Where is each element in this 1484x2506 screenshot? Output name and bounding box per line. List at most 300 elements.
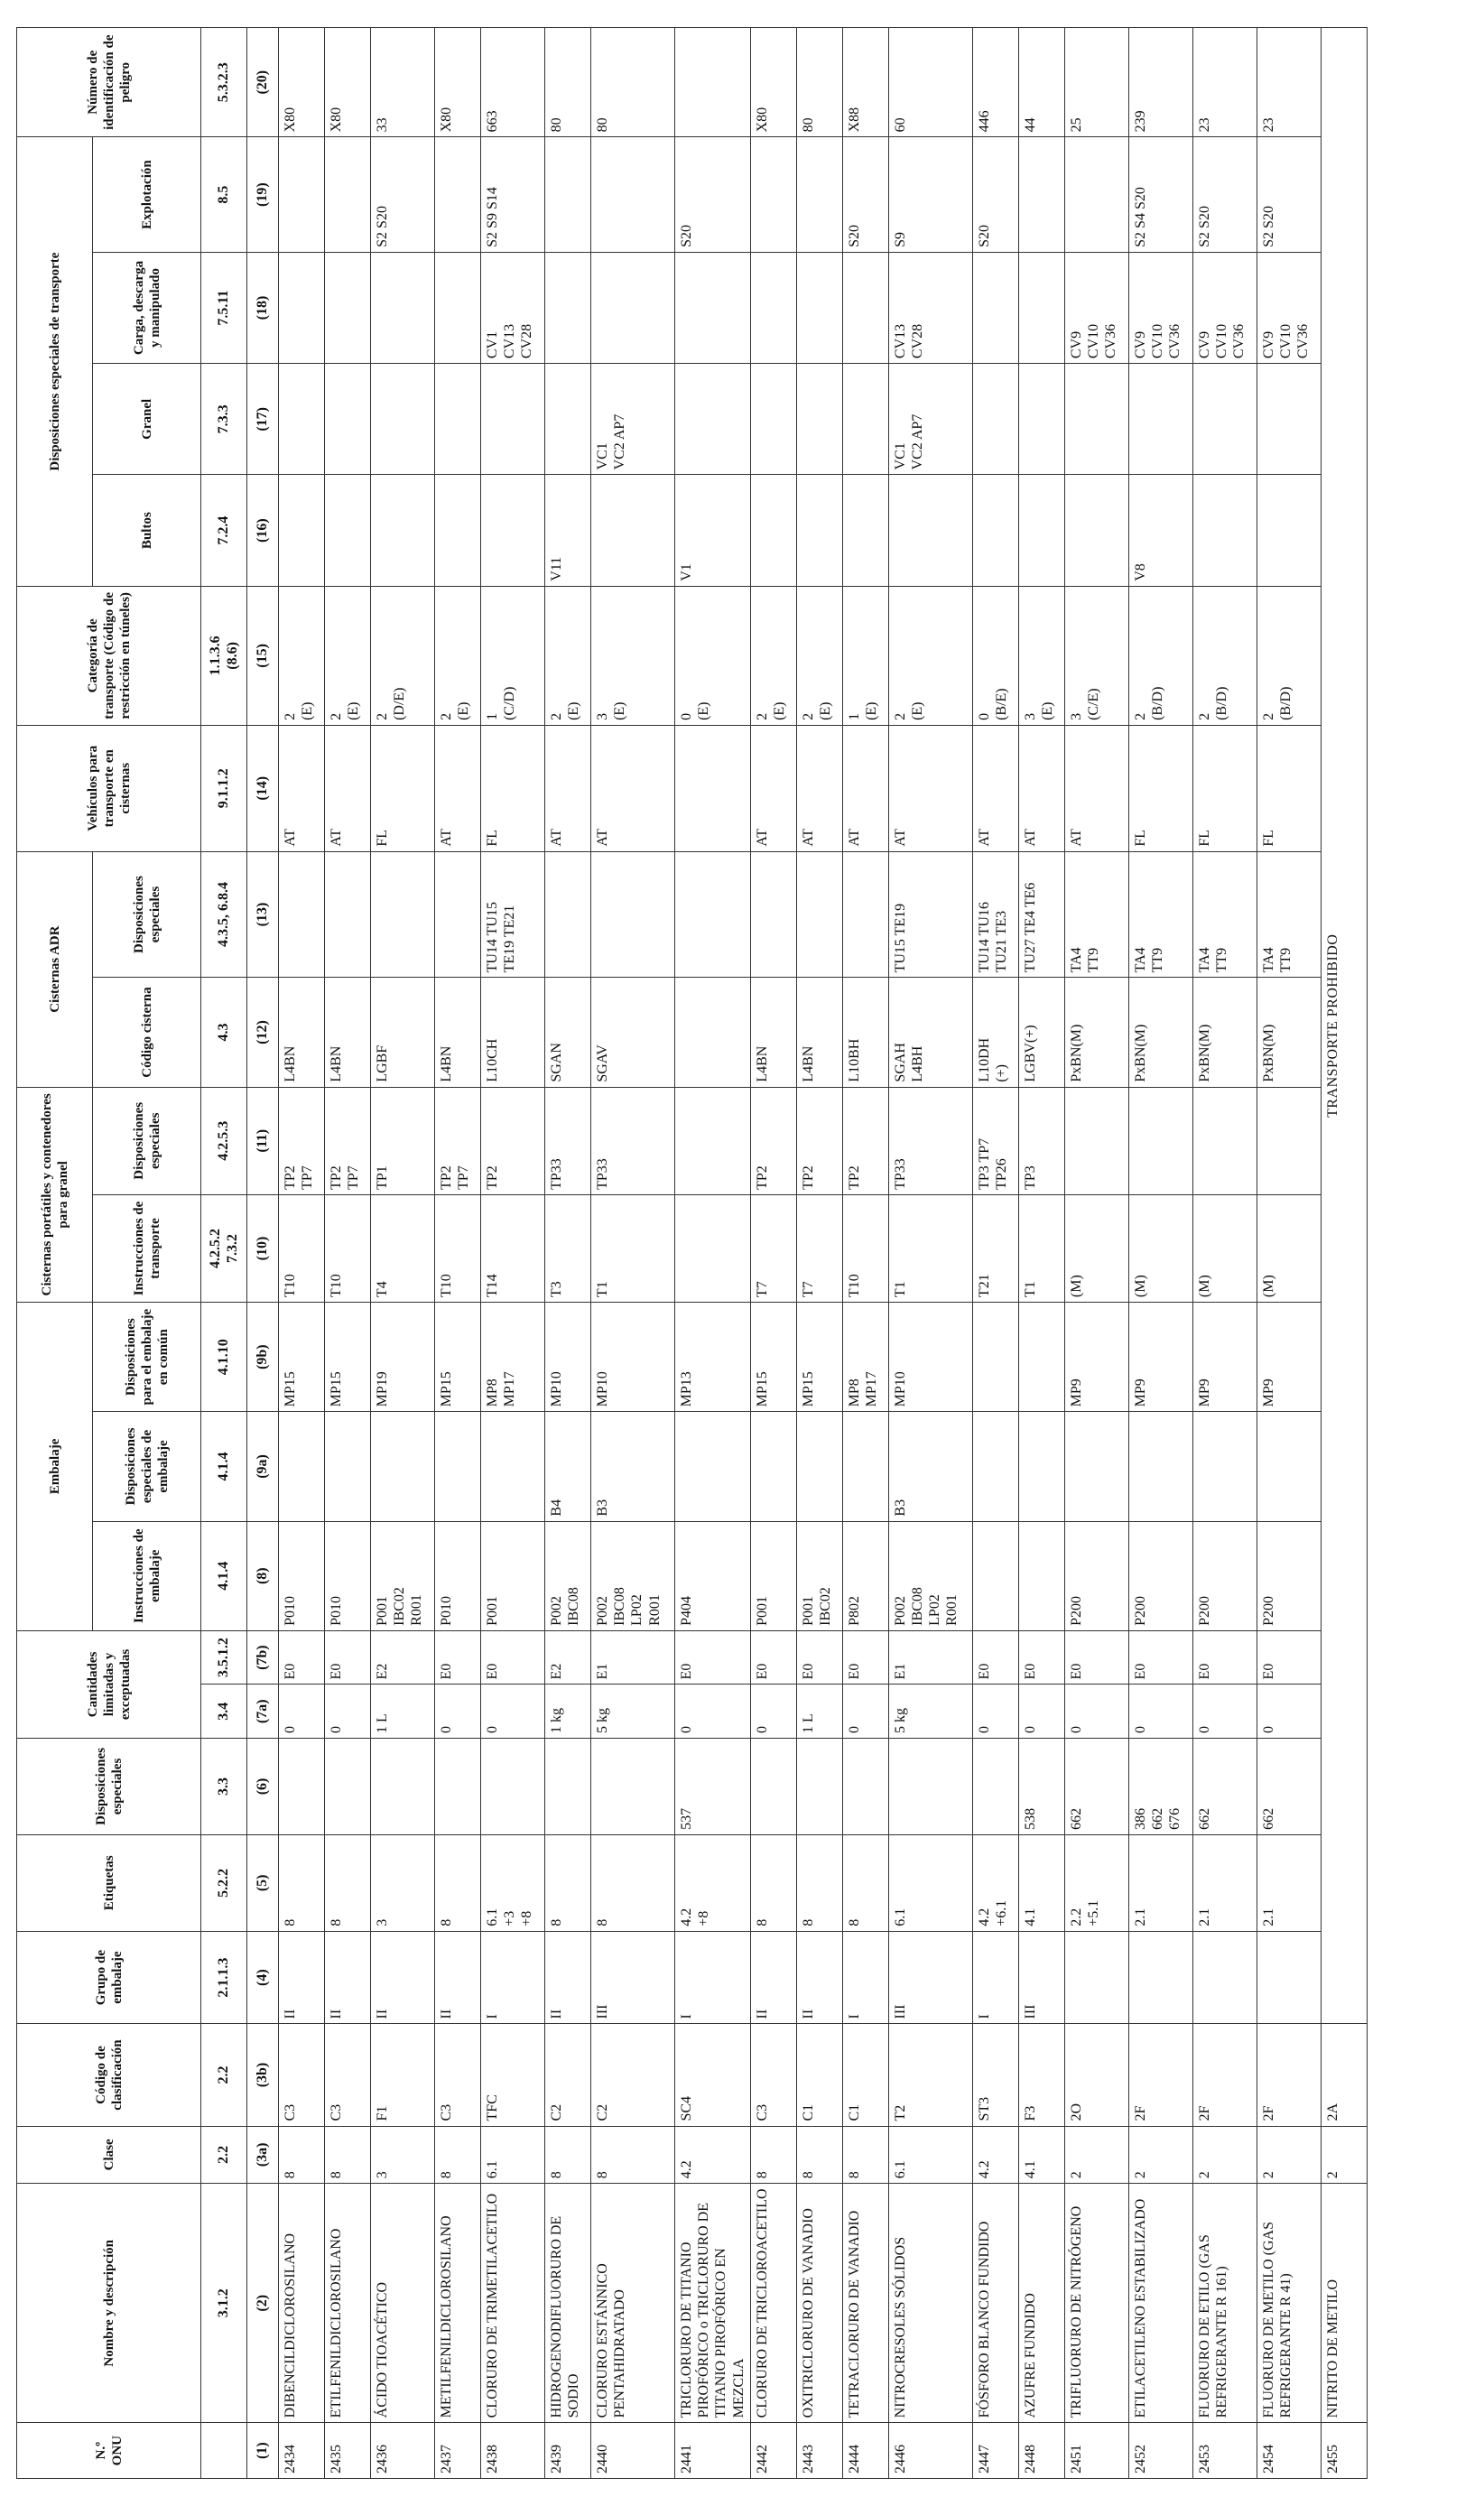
cell-name: FÓSFORO BLANCO FUNDIDO (972, 2184, 1018, 2423)
cell-loading (675, 252, 751, 363)
cell-transport-instructions: T4 (371, 1194, 435, 1302)
cell-classification-code: C3 (435, 2024, 481, 2126)
cell-portable-special (675, 1087, 751, 1194)
cell-name: ETILACETILENO ESTABILIZADO (1128, 2184, 1192, 2423)
cell-special-provisions (435, 1739, 481, 1835)
header-classification-code: Código de clasificación (17, 2024, 201, 2126)
cell-packing-special (1128, 1412, 1192, 1521)
cell-packing-special (279, 1412, 325, 1521)
cell-class: 2 (1257, 2126, 1321, 2184)
cell-transport-instructions: T14 (481, 1194, 545, 1302)
column-number: (3b) (247, 2024, 279, 2126)
cell-loading (591, 252, 675, 363)
column-number: (1) (247, 2423, 279, 2479)
column-number: (14) (247, 725, 279, 851)
cell-operation: S2 S20 (1257, 137, 1321, 252)
cell-operation (591, 137, 675, 252)
cell-classification-code: 2F (1128, 2024, 1192, 2126)
cell-labels: 8 (750, 1834, 796, 1931)
cell-transport-instructions: (M) (1128, 1194, 1192, 1302)
cell-labels: 8 (796, 1834, 842, 1931)
cell-classification-code: C3 (325, 2024, 371, 2126)
cell-loading (750, 252, 796, 363)
cell-tank-special (591, 851, 675, 978)
cell-packing-special: B3 (591, 1412, 675, 1521)
ref-cell: 7.3.3 (201, 364, 247, 475)
cell-name: METILFENILDICLOROSILANO (435, 2184, 481, 2423)
cell-classification-code: 2F (1192, 2024, 1257, 2126)
cell-name: TRIFLUORURO DE NITRÓGENO (1064, 2184, 1128, 2423)
cell-classification-code: ST3 (972, 2024, 1018, 2126)
cell-loading (371, 252, 435, 363)
cell-transport-instructions: (M) (1257, 1194, 1321, 1302)
cell-un-number: 2443 (796, 2423, 842, 2479)
ref-cell: 2.1.1.3 (201, 1931, 247, 2024)
cell-tank-special (796, 851, 842, 978)
cell-portable-special: TP3 (1018, 1087, 1064, 1194)
ref-cell: 7.5.11 (201, 252, 247, 363)
cell-excepted-qty: E0 (842, 1630, 888, 1685)
cell-packing-instructions: P001 (750, 1521, 796, 1630)
cell-special-provisions (545, 1739, 591, 1835)
cell-portable-special: TP33 (591, 1087, 675, 1194)
cell-packing-group: II (545, 1931, 591, 2024)
cell-loading: CV9 CV10 CV36 (1257, 252, 1321, 363)
cell-tank-vehicle: AT (888, 725, 972, 851)
cell-packing-group: II (371, 1931, 435, 2024)
cell-packing-group: I (481, 1931, 545, 2024)
cell-name: ETILFENILDICLOROSILANO (325, 2184, 371, 2423)
cell-loading (842, 252, 888, 363)
cell-hazard-id: X88 (842, 28, 888, 137)
header-packaging: Embalaje (17, 1303, 93, 1631)
cell-packing-instructions: P802 (842, 1521, 888, 1630)
cell-tank-code: LGBV(+) (1018, 978, 1064, 1087)
cell-tank-code: PxBN(M) (1128, 978, 1192, 1087)
cell-portable-special: TP3 TP7 TP26 (972, 1087, 1018, 1194)
cell-tank-special (325, 851, 371, 978)
cell-operation: S20 (842, 137, 888, 252)
header-loading: Carga, descarga y manipulado (93, 252, 201, 363)
ref-cell: 2.2 (201, 2024, 247, 2126)
cell-packages (481, 475, 545, 586)
cell-packing-special (842, 1412, 888, 1521)
cell-packing-group: II (279, 1931, 325, 2024)
cell-limited-qty: 0 (279, 1685, 325, 1739)
cell-packing-instructions: P404 (675, 1521, 751, 1630)
header-limited-quantities: Cantidades limitadas y exceptuadas (17, 1630, 201, 1738)
cell-operation (750, 137, 796, 252)
cell-labels: 6.1 (888, 1834, 972, 1931)
cell-labels: 6.1 +3 +8 (481, 1834, 545, 1931)
ref-cell: 3.1.2 (201, 2184, 247, 2423)
cell-transport-category: 2 (B/D) (1128, 586, 1192, 725)
cell-classification-code: F3 (1018, 2024, 1064, 2126)
cell-transport-category: 3 (E) (1018, 586, 1064, 725)
cell-class: 2 (1064, 2126, 1128, 2184)
cell-un-number: 2455 (1321, 2423, 1367, 2479)
cell-operation (435, 137, 481, 252)
table-row (1018, 28, 1064, 2479)
cell-special-provisions (591, 1739, 675, 1835)
cell-portable-special: TP1 (371, 1087, 435, 1194)
cell-name: OXITRICLORURO DE VANADIO (796, 2184, 842, 2423)
cell-un-number: 2441 (675, 2423, 751, 2479)
cell-packages (1064, 475, 1128, 586)
cell-class: 4.2 (675, 2126, 751, 2184)
table-row (1257, 28, 1321, 2479)
cell-class: 2 (1321, 2126, 1367, 2184)
cell-special-provisions (279, 1739, 325, 1835)
cell-tank-code (675, 978, 751, 1087)
header-bulk: Granel (93, 364, 201, 475)
cell-class: 4.1 (1018, 2126, 1064, 2184)
cell-packages (325, 475, 371, 586)
cell-packages (750, 475, 796, 586)
cell-loading (796, 252, 842, 363)
cell-packing-group: II (325, 1931, 371, 2024)
cell-class: 2 (1128, 2126, 1192, 2184)
cell-class: 8 (325, 2126, 371, 2184)
cell-operation: S2 S20 (1192, 137, 1257, 252)
cell-packages: V11 (545, 475, 591, 586)
column-number: (13) (247, 851, 279, 978)
cell-hazard-id: X80 (325, 28, 371, 137)
ref-cell (201, 2423, 247, 2479)
cell-labels: 4.2 +6.1 (972, 1834, 1018, 1931)
cell-excepted-qty: E0 (972, 1630, 1018, 1685)
cell-limited-qty: 0 (481, 1685, 545, 1739)
cell-mixed-packing: MP8 MP17 (481, 1303, 545, 1412)
cell-tank-special: TU14 TU15 TE19 TE21 (481, 851, 545, 978)
header-class: Clase (17, 2126, 201, 2184)
cell-class: 8 (842, 2126, 888, 2184)
cell-bulk (972, 364, 1018, 475)
header-packages: Bultos (93, 475, 201, 586)
cell-operation: S2 S4 S20 (1128, 137, 1192, 252)
adr-dangerous-goods-table (16, 27, 1368, 2479)
cell-labels: 8 (279, 1834, 325, 1931)
cell-tank-special: TA4 TT9 (1064, 851, 1128, 978)
cell-tank-code: PxBN(M) (1064, 978, 1128, 1087)
cell-hazard-id: X80 (279, 28, 325, 137)
ref-cell: 3.4 (201, 1685, 247, 1739)
cell-un-number: 2448 (1018, 2423, 1064, 2479)
table-row (1064, 28, 1128, 2479)
cell-bulk (545, 364, 591, 475)
cell-labels: 8 (435, 1834, 481, 1931)
table-row (888, 28, 972, 2479)
ref-cell: 4.1.10 (201, 1303, 247, 1412)
cell-packages (972, 475, 1018, 586)
cell-transport-instructions: T7 (796, 1194, 842, 1302)
column-number: (9a) (247, 1412, 279, 1521)
table-row (972, 28, 1018, 2479)
cell-tank-vehicle: AT (1018, 725, 1064, 851)
cell-excepted-qty: E0 (1257, 1630, 1321, 1685)
header-transport-provisions: Disposiciones especiales de transporte (17, 137, 93, 586)
cell-tank-vehicle: AT (842, 725, 888, 851)
cell-un-number: 2439 (545, 2423, 591, 2479)
cell-hazard-id: 60 (888, 28, 972, 137)
cell-transport-instructions: T7 (750, 1194, 796, 1302)
header-hazard-id: Número de identificación de peligro (17, 28, 201, 137)
table-row (1128, 28, 1192, 2479)
cell-packing-special (371, 1412, 435, 1521)
cell-labels: 2.1 (1257, 1834, 1321, 1931)
cell-transport-category: 2 (E) (750, 586, 796, 725)
cell-tank-special: TU14 TU16 TU21 TE3 (972, 851, 1018, 978)
cell-excepted-qty: E0 (1128, 1630, 1192, 1685)
cell-operation: S9 (888, 137, 972, 252)
cell-tank-code: SGAV (591, 978, 675, 1087)
ref-cell: 4.2.5.3 (201, 1087, 247, 1194)
cell-packing-special: B4 (545, 1412, 591, 1521)
cell-operation (325, 137, 371, 252)
cell-tank-vehicle: AT (1064, 725, 1128, 851)
cell-loading: CV9 CV10 CV36 (1064, 252, 1128, 363)
cell-bulk (1018, 364, 1064, 475)
cell-packing-group: II (796, 1931, 842, 2024)
cell-portable-special: TP2 (842, 1087, 888, 1194)
table-row (325, 28, 371, 2479)
cell-un-number: 2442 (750, 2423, 796, 2479)
header-operation: Explotación (93, 137, 201, 252)
cell-mixed-packing: MP15 (750, 1303, 796, 1412)
table-row (796, 28, 842, 2479)
cell-hazard-id: 80 (796, 28, 842, 137)
cell-hazard-id (675, 28, 751, 137)
cell-tank-code: L10BH (842, 978, 888, 1087)
cell-class: 4.2 (972, 2126, 1018, 2184)
cell-hazard-id: X80 (750, 28, 796, 137)
cell-tank-vehicle: FL (1192, 725, 1257, 851)
cell-transport-instructions: T1 (888, 1194, 972, 1302)
cell-loading: CV1 CV13 CV28 (481, 252, 545, 363)
cell-special-provisions (325, 1739, 371, 1835)
cell-operation: S2 S9 S14 (481, 137, 545, 252)
ref-cell: 2.2 (201, 2126, 247, 2184)
cell-packing-instructions: P200 (1192, 1521, 1257, 1630)
cell-packing-instructions (972, 1521, 1018, 1630)
table-body (279, 28, 1322, 2479)
ref-cell: 4.2.5.2 7.3.2 (201, 1194, 247, 1302)
cell-portable-special: TP2 TP7 (279, 1087, 325, 1194)
cell-portable-special: TP2 TP7 (435, 1087, 481, 1194)
cell-packing-group: III (1018, 1931, 1064, 2024)
cell-packages (1192, 475, 1257, 586)
cell-bulk (481, 364, 545, 475)
cell-packing-instructions: P002 IBC08 LP02 R001 (888, 1521, 972, 1630)
cell-transport-category: 0 (E) (675, 586, 751, 725)
cell-loading (1018, 252, 1064, 363)
cell-packages (591, 475, 675, 586)
cell-tank-special (435, 851, 481, 978)
cell-tank-code: L4BN (325, 978, 371, 1087)
cell-packing-instructions: P001 IBC02 (796, 1521, 842, 1630)
cell-tank-code: L4BN (796, 978, 842, 1087)
cell-tank-vehicle: AT (972, 725, 1018, 851)
header-packing-special: Disposiciones especiales de embalaje (93, 1412, 201, 1521)
cell-tank-vehicle: AT (325, 725, 371, 851)
cell-packages (888, 475, 972, 586)
cell-tank-code: L10CH (481, 978, 545, 1087)
cell-excepted-qty: E2 (371, 1630, 435, 1685)
table-row (435, 28, 481, 2479)
cell-operation: S20 (972, 137, 1018, 252)
cell-mixed-packing: MP15 (325, 1303, 371, 1412)
reference-row (201, 28, 247, 2479)
ref-cell: 3.3 (201, 1739, 247, 1835)
cell-packing-group (1192, 1931, 1257, 2024)
cell-loading (972, 252, 1018, 363)
ref-cell: 9.1.1.2 (201, 725, 247, 851)
cell-name: ÁCIDO TIOACÉTICO (371, 2184, 435, 2423)
cell-labels: 4.2 +8 (675, 1834, 751, 1931)
cell-classification-code: C2 (591, 2024, 675, 2126)
table-row (481, 28, 545, 2479)
cell-class: 2 (1192, 2126, 1257, 2184)
cell-packing-instructions: P010 (435, 1521, 481, 1630)
cell-special-provisions (371, 1739, 435, 1835)
cell-tank-code: L4BN (750, 978, 796, 1087)
cell-hazard-id: 80 (591, 28, 675, 137)
table-row (545, 28, 591, 2479)
cell-mixed-packing: MP15 (435, 1303, 481, 1412)
cell-operation (279, 137, 325, 252)
cell-excepted-qty: E0 (325, 1630, 371, 1685)
cell-limited-qty: 5 kg (591, 1685, 675, 1739)
cell-packing-special (796, 1412, 842, 1521)
header-tank-special: Disposiciones especiales (93, 851, 201, 978)
cell-tank-code: PxBN(M) (1257, 978, 1321, 1087)
cell-portable-special (1192, 1087, 1257, 1194)
cell-packing-special (1257, 1412, 1321, 1521)
cell-packing-group (1128, 1931, 1192, 2024)
cell-transport-instructions: T10 (842, 1194, 888, 1302)
cell-portable-special: TP2 (750, 1087, 796, 1194)
cell-portable-special: TP33 (545, 1087, 591, 1194)
cell-hazard-id: 23 (1257, 28, 1321, 137)
cell-packing-instructions: P002 IBC08 (545, 1521, 591, 1630)
column-number: (7b) (247, 1630, 279, 1685)
cell-excepted-qty: E0 (1018, 1630, 1064, 1685)
cell-labels: 3 (371, 1834, 435, 1931)
cell-packages (1018, 475, 1064, 586)
cell-loading (279, 252, 325, 363)
table-row (1321, 28, 1367, 2479)
cell-excepted-qty: E0 (279, 1630, 325, 1685)
cell-special-provisions: 662 (1257, 1739, 1321, 1835)
cell-tank-vehicle: FL (481, 725, 545, 851)
ref-cell: 4.3.5, 6.8.4 (201, 851, 247, 978)
cell-hazard-id: 663 (481, 28, 545, 137)
cell-excepted-qty: E0 (435, 1630, 481, 1685)
cell-class: 8 (545, 2126, 591, 2184)
cell-classification-code: 2F (1257, 2024, 1321, 2126)
cell-loading: CV9 CV10 CV36 (1128, 252, 1192, 363)
cell-hazard-id: 23 (1192, 28, 1257, 137)
cell-tank-special (842, 851, 888, 978)
cell-class: 8 (279, 2126, 325, 2184)
cell-excepted-qty: E1 (591, 1630, 675, 1685)
cell-limited-qty: 0 (1192, 1685, 1257, 1739)
cell-name: CLORURO DE TRICLOROACETILO (750, 2184, 796, 2423)
cell-transport-instructions: (M) (1192, 1194, 1257, 1302)
cell-mixed-packing: MP19 (371, 1303, 435, 1412)
cell-tank-code: L4BN (279, 978, 325, 1087)
cell-packing-special (972, 1412, 1018, 1521)
cell-name: NITROCRESOLES SÓLIDOS (888, 2184, 972, 2423)
cell-tank-vehicle: FL (371, 725, 435, 851)
cell-limited-qty: 0 (1018, 1685, 1064, 1739)
table-row (675, 28, 751, 2479)
header-un-number: N.º ONU (17, 2423, 201, 2479)
cell-excepted-qty: E2 (545, 1630, 591, 1685)
column-number: (10) (247, 1194, 279, 1302)
cell-packages: V8 (1128, 475, 1192, 586)
cell-special-provisions: 537 (675, 1739, 751, 1835)
ref-cell: 4.1.4 (201, 1412, 247, 1521)
cell-transport-category: 2 (B/D) (1257, 586, 1321, 725)
cell-labels: 2.1 (1192, 1834, 1257, 1931)
cell-loading: CV13 CV28 (888, 252, 972, 363)
cell-name: FLUORURO DE METILO (GAS REFRIGERANTE R 41) (1257, 2184, 1321, 2423)
cell-packing-special (481, 1412, 545, 1521)
cell-tank-special (750, 851, 796, 978)
cell-transport-instructions: T1 (591, 1194, 675, 1302)
cell-packing-special (750, 1412, 796, 1521)
cell-limited-qty: 0 (750, 1685, 796, 1739)
cell-mixed-packing: MP9 (1257, 1303, 1321, 1412)
cell-mixed-packing: MP10 (545, 1303, 591, 1412)
column-number: (12) (247, 978, 279, 1087)
cell-name: NITRITO DE METILO (1321, 2184, 1367, 2423)
ref-cell: 7.2.4 (201, 475, 247, 586)
cell-class: 8 (750, 2126, 796, 2184)
cell-classification-code: 2A (1321, 2024, 1367, 2126)
column-number-row (247, 28, 279, 2479)
cell-packing-instructions: P002 IBC08 LP02 R001 (591, 1521, 675, 1630)
cell-packing-group: III (888, 1931, 972, 2024)
cell-portable-special (1257, 1087, 1321, 1194)
table-row (842, 28, 888, 2479)
column-number: (17) (247, 364, 279, 475)
cell-packing-instructions: P010 (325, 1521, 371, 1630)
cell-operation (1018, 137, 1064, 252)
cell-labels: 4.1 (1018, 1834, 1064, 1931)
cell-packages: V1 (675, 475, 751, 586)
cell-special-provisions (796, 1739, 842, 1835)
cell-un-number: 2437 (435, 2423, 481, 2479)
header-tank-vehicles: Vehículos para transporte en cisternas (17, 725, 201, 851)
cell-tank-special: TA4 TT9 (1257, 851, 1321, 978)
cell-classification-code: T2 (888, 2024, 972, 2126)
cell-tank-vehicle: AT (750, 725, 796, 851)
cell-packing-group: I (675, 1931, 751, 2024)
header-transport-instructions: Instrucciones de transporte (93, 1194, 201, 1302)
cell-un-number: 2444 (842, 2423, 888, 2479)
cell-transport-category: 1 (E) (842, 586, 888, 725)
cell-packing-instructions: P200 (1064, 1521, 1128, 1630)
cell-packing-special (435, 1412, 481, 1521)
cell-transport-category: 2 (E) (796, 586, 842, 725)
cell-classification-code: C3 (279, 2024, 325, 2126)
cell-bulk (1192, 364, 1257, 475)
cell-excepted-qty: E0 (796, 1630, 842, 1685)
cell-bulk (325, 364, 371, 475)
cell-special-provisions (481, 1739, 545, 1835)
